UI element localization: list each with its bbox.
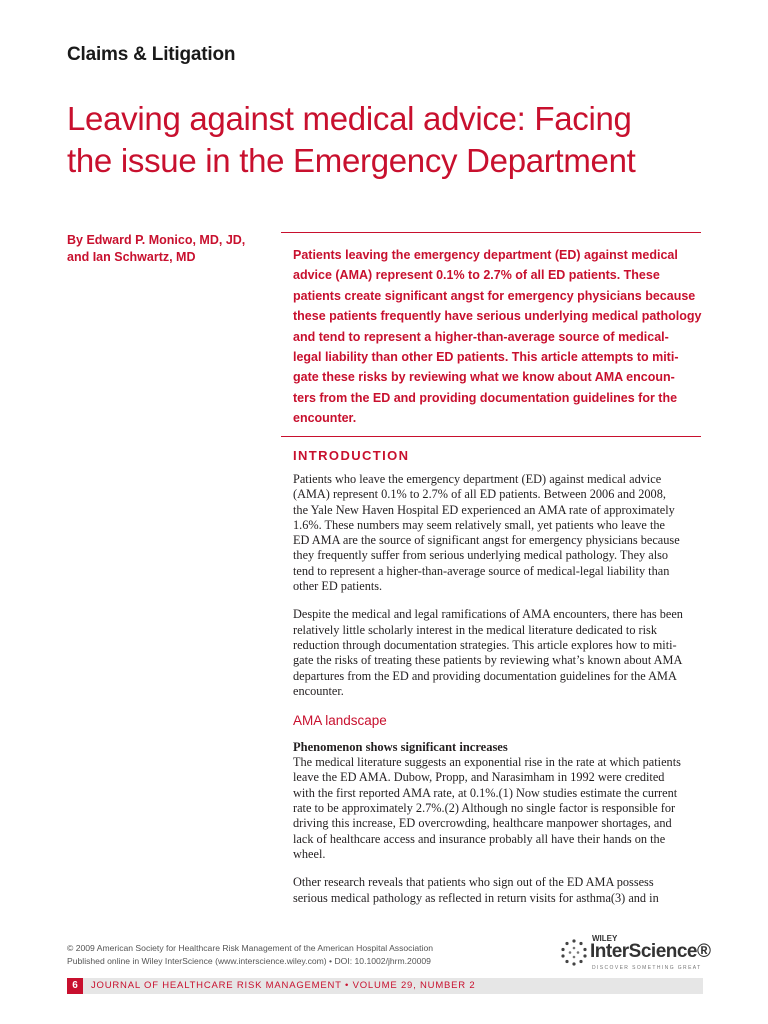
text-line: Patients who leave the emergency department (ED) against medical advice [293,472,662,486]
text-line: gate these risks by reviewing what we know about AMA encoun- [293,370,675,385]
text-line: leave the ED AMA. Dubow, Propp, and Narasimham in 1992 were credited [293,770,665,785]
intro-paragraph-1 [293,472,711,594]
intro-paragraph-2 [293,607,711,699]
text-line: departures from the ED and providing documentation guidelines for the AMA [293,668,677,683]
text-line: (AMA) represent 0.1% to 2.7% of all ED patients. Between 2006 and 2008, [293,487,666,502]
text-line: and tend to represent a higher-than-average source of medical- [293,329,669,344]
logo-tagline: DISCOVER SOMETHING GREAT [592,965,702,971]
title-line: Leaving against medical advice: Facing [67,100,632,137]
text-line: serious medical pathology as reflected in return visits for asthma(3) and in [293,890,659,905]
logo-interscience-text: InterScience® [590,941,711,962]
text-line: wheel. [293,846,326,861]
title-line: the issue in the Emergency Department [67,142,636,179]
text-line: encounter. [293,411,357,426]
logo-wiley-text: WILEY [592,934,618,943]
abstract-bottom-rule [281,436,701,437]
text-line: relatively little scholarly interest in the medical literature dedicated to risk [293,622,657,637]
phenomenon-heading: Phenomenon shows significant increases [293,740,508,755]
text-line: tend to represent a higher-than-average source of medical-legal liability than [293,563,670,578]
text-line: rate to be approximately 2.7%.(2) Although no single factor is responsible for [293,801,676,816]
text-line: these patients frequently have serious underlying medical pathology [293,309,702,324]
text-line: gate the risks of treating these patients by reviewing what’s known about AMA [293,653,683,668]
text-line: Other research reveals that patients who sign out of the ED AMA possess [293,875,654,890]
section-label: Claims & Litigation [67,44,236,65]
text-line: The medical literature suggests an exponential rise in the rate at which patients [293,755,681,770]
footer-bar [67,978,703,994]
logo-dots-icon [560,938,588,966]
author-line: and Ian Schwartz, MD [67,250,196,264]
text-line: advice (AMA) represent 0.1% to 2.7% of all ED patients. These [293,268,660,283]
text-line: reduction through documentation strategies. This article explores how to miti- [293,637,677,652]
text-line: other ED patients. [293,579,383,594]
wiley-interscience-logo [560,934,710,974]
journal-running-footer: JOURNAL OF HEALTHCARE RISK MANAGEMENT • VOLUME 29, NUMBER 2 [91,980,476,991]
text-line: they frequently suffer from serious underlying medical pathology. They also [293,548,669,563]
body-column [293,448,711,919]
abstract-top-rule [281,232,701,233]
text-line: ED AMA are the source of significant angst for emergency physicians because [293,533,680,548]
author-byline [67,232,267,266]
ama-landscape-heading: AMA landscape [293,713,387,729]
text-line: the Yale New Haven Hospital ED experienced an AMA rate of approximately [293,502,675,517]
text-line: 1.6%. These numbers may seem relatively small, yet patients who leave the [293,517,665,532]
copyright-line: © 2009 American Society for Healthcare Risk Management of the American Hospital Association [67,943,434,953]
text-line: patients create significant angst for emergency physicians because [293,288,696,303]
text-line: lack of healthcare access and insurance probably all have their hands on the [293,831,666,846]
text-line: legal liability than other ED patients. This article attempts to miti- [293,350,679,365]
text-line: ters from the ED and providing documentation guidelines for the [293,390,678,405]
abstract [293,245,707,429]
phenomenon-paragraph-2 [293,875,711,906]
author-line: By Edward P. Monico, MD, JD, [67,233,246,247]
copyright-notice [67,942,527,967]
article-title [67,98,747,182]
introduction-heading: INTRODUCTION [293,448,410,463]
text-line: Patients leaving the emergency department (ED) against medical [293,248,678,262]
text-line: encounter. [293,683,344,698]
page-number: 6 [67,978,83,994]
text-line: driving this increase, ED overcrowding, healthcare manpower shortages, and [293,816,672,831]
phenomenon-paragraph-1 [293,755,711,862]
text-line: with the first reported AMA rate, at 0.1%.(1) Now studies estimate the current [293,785,678,800]
publication-line: Published online in Wiley InterScience (www.interscience.wiley.com) • DOI: 10.1002/jhrm.20009 [67,955,431,966]
text-line: Despite the medical and legal ramifications of AMA encounters, there has been [293,607,683,622]
